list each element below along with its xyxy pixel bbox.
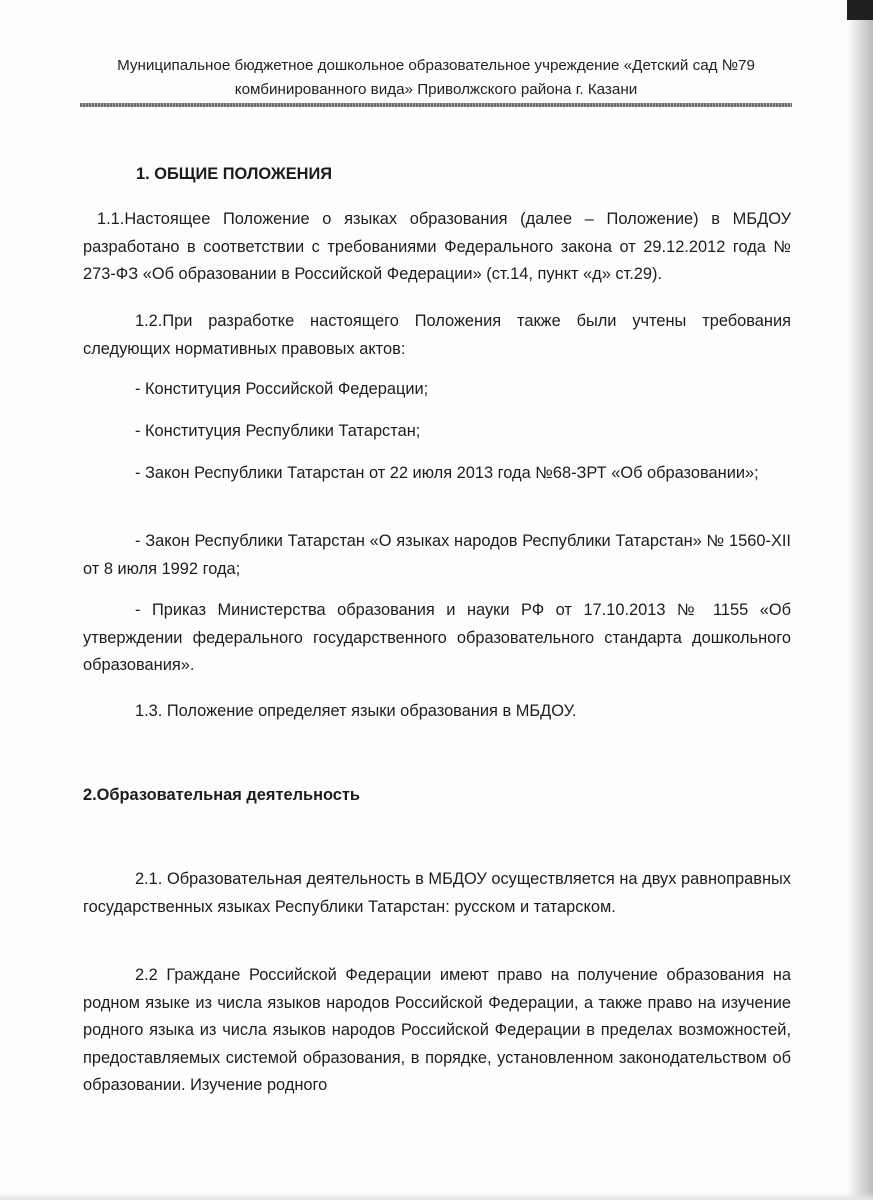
paragraph-2-1: 2.1. Образовательная деятельность в МБДОУ осуществляется на двух равноправных государственных языках Республики Татарстан: русском и татарском. xyxy=(83,870,791,916)
act-item-5: - Приказ Министерства образования и науки РФ от 17.10.2013 № 1155 «Об утверждении федерального государственного образовательного стандарта дошкольного образования». xyxy=(83,601,791,675)
act-item-1: - Конституция Российской Федерации; xyxy=(135,380,429,398)
header-line-2: комбинированного вида» Приволжского района г. Казани xyxy=(234,81,638,98)
paragraph-1-3: 1.3. Положение определяет языки образования в МБДОУ. xyxy=(135,702,577,720)
document-header xyxy=(80,54,792,102)
scan-corner-dark xyxy=(847,0,873,20)
scan-shadow-right xyxy=(847,0,873,1200)
section-2-heading: 2.Образовательная деятельность xyxy=(83,786,360,804)
section-1-heading: 1. ОБЩИЕ ПОЛОЖЕНИЯ xyxy=(136,165,333,183)
paragraph-2-2: 2.2 Граждане Российской Федерации имеют право на получение образования на родном языке из числа языков народов Российской Федерации, а также право на изучение родного языка из числа языков народов Российской Федерации в пределах возможностей, предоставляемых системой образования, в порядке, установленном законодательством об образовании. Изучение родного xyxy=(83,966,791,1095)
scan-shadow-bottom xyxy=(0,1192,873,1200)
paragraph-1-2: 1.2.При разработке настоящего Положения также были учтены требования следующих нормативных правовых актов: xyxy=(83,312,791,358)
paragraph-1-1: 1.1.Настоящее Положение о языках образования (далее – Положение) в МБДОУ разработано в соответствии с требованиями Федерального закона от 29.12.2012 года № 273-ФЗ «Об образовании в Российской Федерации» (ст.14, пункт «д» ст.29). xyxy=(83,210,791,284)
header-divider xyxy=(80,103,792,107)
act-item-4: - Закон Республики Татарстан «О языках народов Республики Татарстан» № 1560-XII от 8 июля 1992 года; xyxy=(83,532,791,578)
header-line-1: Муниципальное бюджетное дошкольное образовательное учреждение «Детский сад №79 xyxy=(117,57,755,74)
act-item-2: - Конституция Республики Татарстан; xyxy=(135,422,421,440)
act-item-3: - Закон Республики Татарстан от 22 июля 2013 года №68-ЗРТ «Об образовании»; xyxy=(135,464,759,482)
